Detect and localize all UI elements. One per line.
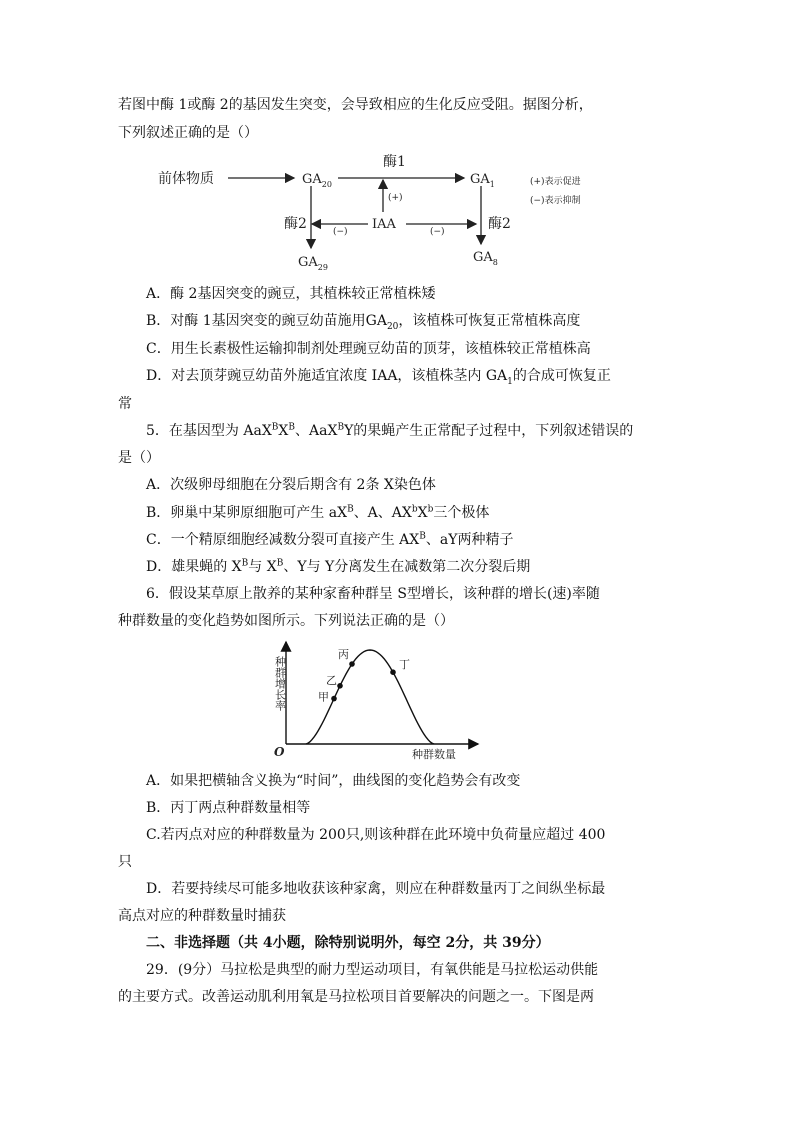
q4-option-b: B．对酶 1基因突变的豌豆幼苗施用$GA_{20}$，该植株可恢复正常植株高度: [146, 313, 581, 332]
legend-inhibit: (−)表示抑制: [530, 196, 581, 206]
y-axis-label-vertical: 种群增长率: [273, 656, 287, 711]
q6-option-a: A．如果把横轴含义换为“时间”，曲线图的变化趋势会有改变: [146, 773, 521, 789]
ga29-label: $GA_{29}$: [298, 255, 328, 272]
q29-line1: 29．(9分）马拉松是典型的耐力型运动项目，有氧供能是马拉松运动供能: [146, 962, 599, 978]
q4-option-d-line2: 常: [118, 396, 132, 412]
ga1-label: $GA_1$: [470, 172, 495, 189]
promote-sign: (+): [388, 193, 403, 203]
q5-option-c: C．一个精原细胞经减数分裂可直接产生 $AX^B$、aY两种精子: [146, 531, 514, 548]
q6-option-c-line2: 只: [118, 854, 132, 870]
enzyme2-left-label: 酶2: [284, 216, 307, 232]
origin-label: O: [274, 745, 285, 759]
point-3: [349, 661, 355, 667]
section-2-title: 二、非选择题（共 4小题，除特别说明外，每空 2分，共 39分）: [146, 935, 550, 951]
q6-stem-line2: 种群数量的变化趋势如图所示。下列说法正确的是（）: [118, 613, 454, 629]
q6-option-b: B．丙丁两点种群数量相等: [146, 800, 311, 816]
legend-promote: (+)表示促进: [530, 177, 581, 187]
q5-option-b: B．卵巢中某卵原细胞可产生 $aX^B$、A、$AX^bX^b$三个极体: [146, 504, 490, 521]
inhibit-sign-left: (−): [333, 227, 348, 237]
point-label-3: 丙: [338, 648, 349, 661]
q4-option-a: A．酶 2基因突变的豌豆，其植株较正常植株矮: [146, 286, 436, 302]
ga8-label: $GA_8$: [473, 250, 498, 267]
point-4: [390, 669, 396, 675]
ga20-label: $GA_{20}$: [302, 172, 332, 189]
q6-option-d-line2: 高点对应的种群数量时捕获: [118, 908, 286, 924]
q4-option-d: D．对去顶芽豌豆幼苗外施适宜浓度 IAA，该植株茎内 $GA_1$的合成可恢复正: [146, 368, 611, 387]
q5-option-d: D．雄果蝇的 $X^B$与 $X^B$、Y与 Y分离发生在减数第二次分裂后期: [146, 558, 531, 575]
q6-option-d-line1: D．若要持续尽可能多地收获该种家禽，则应在种群数量丙丁之间纵坐标最: [146, 881, 606, 897]
q5-stem-line1: 5．在基因型为 $AaX^BX^B$、AaX$^B$Y的果蝇产生正常配子过程中，下列叙述错误的: [146, 422, 634, 439]
inhibit-sign-right: (−): [430, 227, 445, 237]
enzyme2-right-label: 酶2: [488, 216, 511, 232]
point-label-1: 甲: [318, 690, 329, 704]
gibberellin-pathway-diagram: [150, 148, 600, 276]
q29-line2: 的主要方式。改善运动肌利用氧是马拉松项目首要解决的问题之一。下图是两: [118, 989, 594, 1005]
iaa-label: IAA: [372, 217, 396, 232]
q5-stem-line2: 是（）: [118, 450, 160, 466]
point-2: [337, 683, 343, 689]
enzyme1-label: 酶1: [383, 154, 406, 170]
point-label-4: 丁: [399, 658, 410, 672]
q4-stem-line2: 下列叙述正确的是（）: [118, 125, 258, 141]
precursor-label: 前体物质: [158, 171, 214, 187]
q6-stem-line1: 6．假设某草原上散养的某种家畜种群呈 S型增长，该种群的增长(速)率随: [146, 586, 600, 602]
x-axis-label: 种群数量: [412, 748, 456, 761]
point-1: [331, 696, 337, 702]
point-label-2: 乙: [326, 673, 337, 687]
q4-stem-line1: 若图中酶 1或酶 2的基因发生突变，会导致相应的生化反应受阻。据图分析，: [118, 97, 593, 113]
q5-option-a: A．次级卵母细胞在分裂后期含有 2条 X染色体: [146, 477, 436, 493]
q6-option-c-line1: C.若丙点对应的种群数量为 200只,则该种群在此环境中负荷量应超过 400: [146, 827, 606, 843]
growth-rate-chart: [266, 638, 486, 762]
q4-option-c: C．用生长素极性运输抑制剂处理豌豆幼苗的顶芽，该植株较正常植株高: [146, 341, 591, 357]
